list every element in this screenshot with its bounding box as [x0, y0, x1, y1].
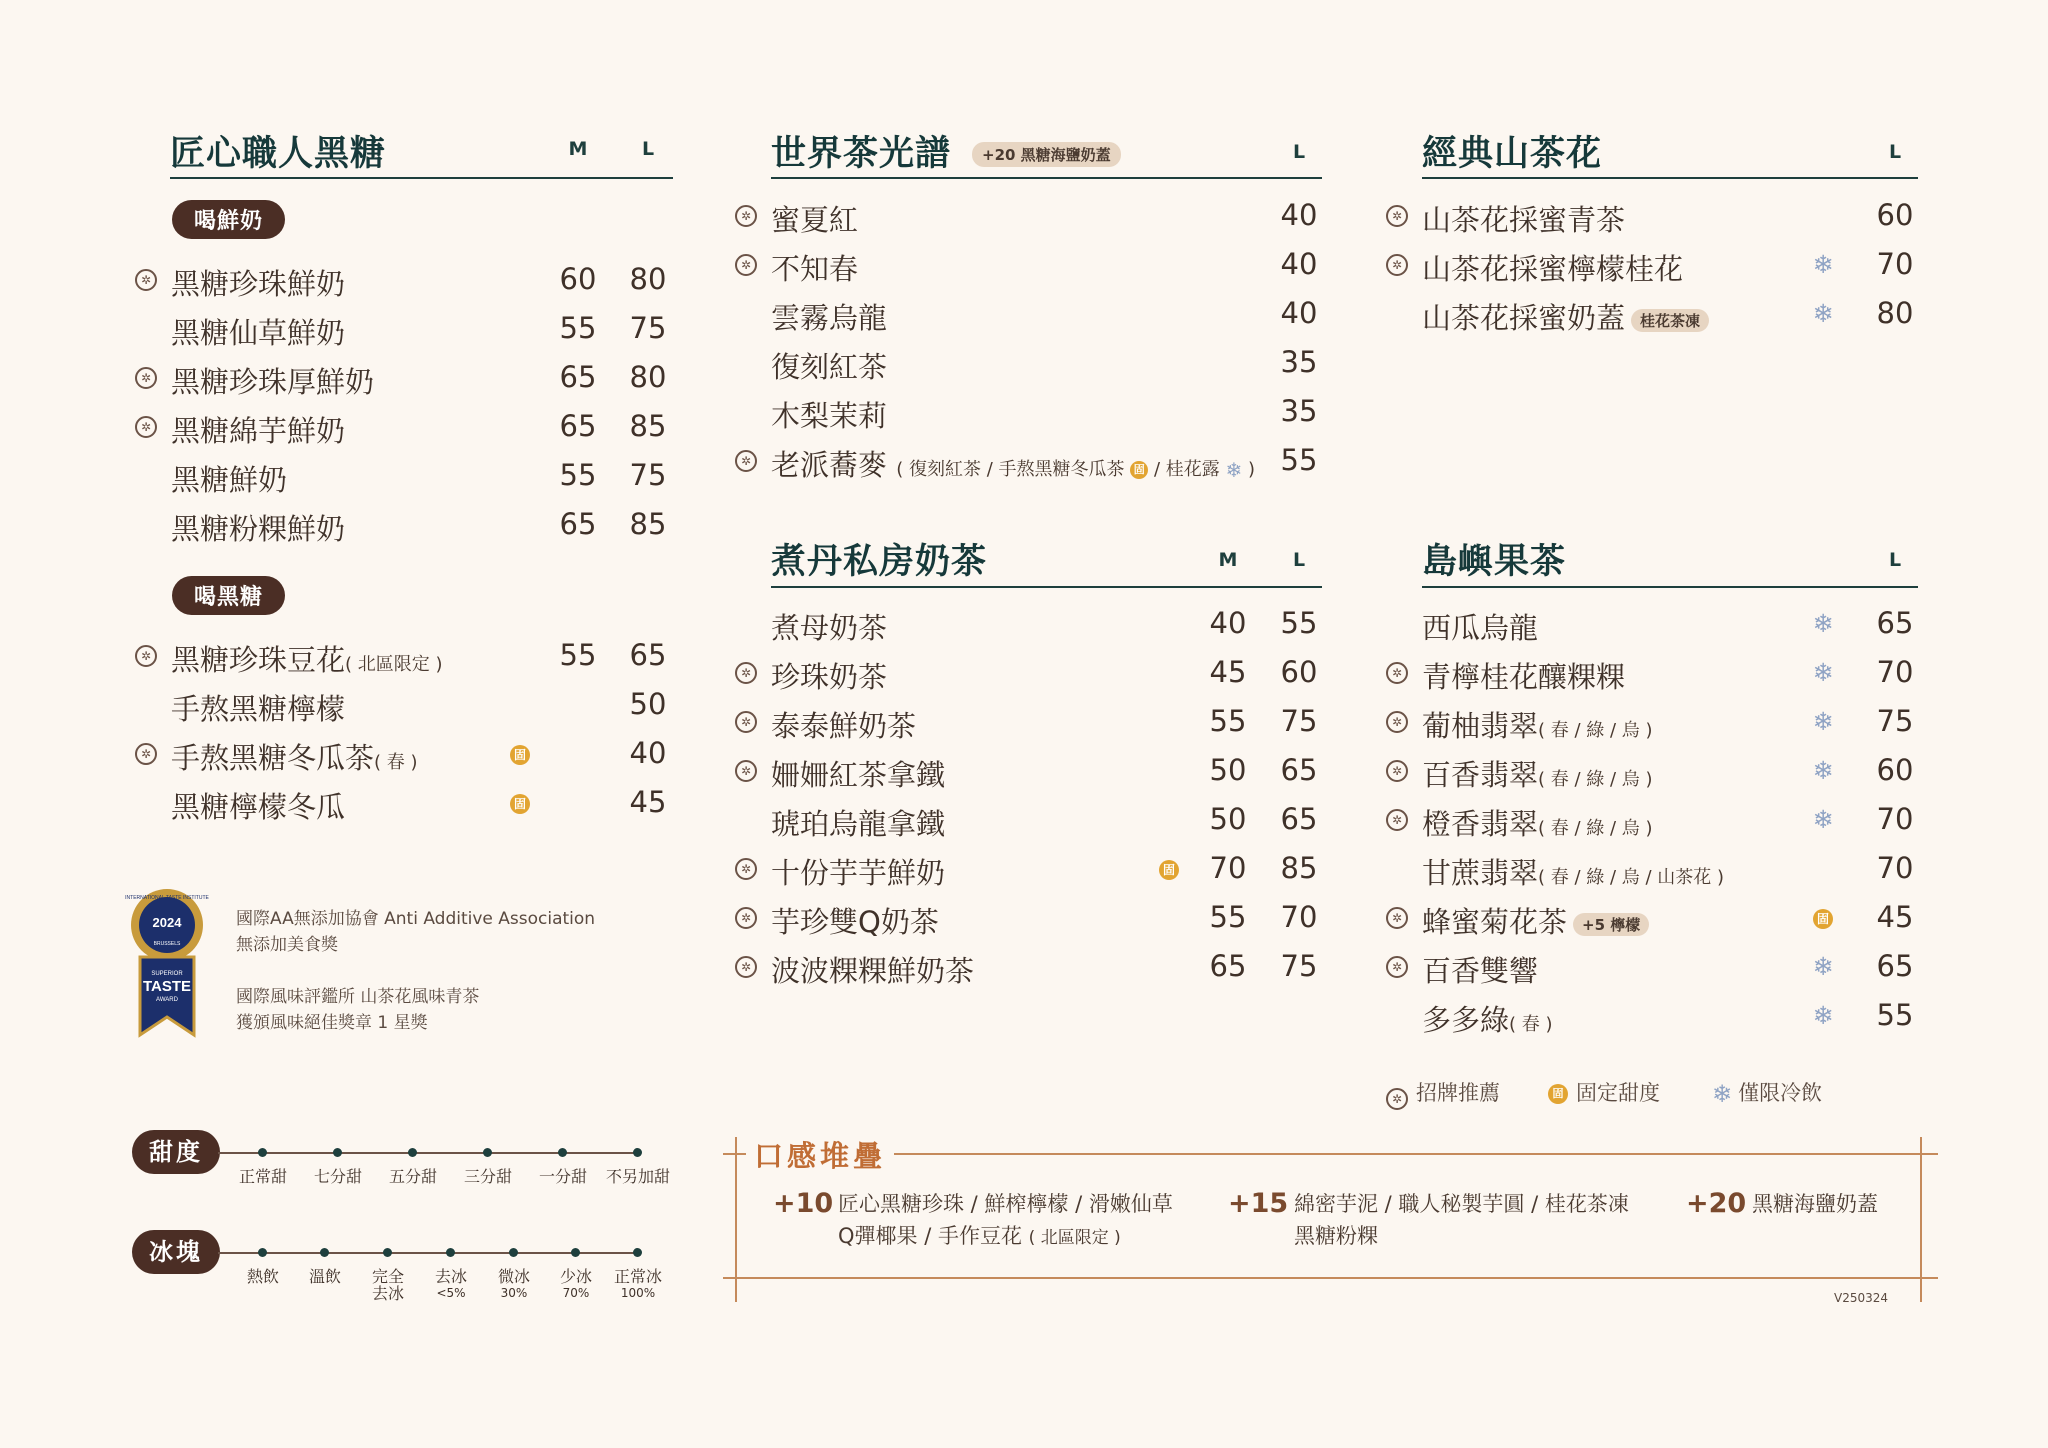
menu-item[interactable]	[1386, 296, 1921, 340]
signature-icon: ✲	[1386, 205, 1408, 227]
price-m: 55	[559, 458, 597, 492]
price-l: 45	[629, 785, 667, 819]
section-title-milk-tea: 煮丹私房奶茶	[771, 542, 988, 582]
price-m: 45	[1209, 655, 1247, 689]
item-note: ( 春 / 綠 / 烏 )	[1538, 769, 1653, 790]
signature-icon: ✲	[1386, 956, 1408, 978]
cold-only-icon: ❄	[1712, 1080, 1733, 1108]
item-name: 黑糖檸檬冬瓜	[171, 790, 346, 824]
item-name: 黑糖仙草鮮奶	[171, 316, 346, 350]
menu-item[interactable]	[1386, 606, 1921, 650]
sweetness-dot[interactable]	[333, 1148, 342, 1157]
price-l: 75	[1876, 704, 1914, 738]
price-l: 80	[1876, 296, 1914, 330]
menu-item[interactable]	[735, 851, 1325, 895]
cold-only-icon: ❄	[1812, 805, 1834, 834]
signature-icon: ✲	[735, 254, 757, 276]
ice-dot[interactable]	[383, 1248, 392, 1257]
sweetness-level: 一分甜	[538, 1167, 587, 1186]
legend-fixed: 固 固定甜度	[1548, 1077, 1660, 1107]
price-l: 80	[629, 360, 667, 394]
price-l: 40	[629, 736, 667, 770]
col-label-m: M	[568, 138, 588, 160]
price-l: 65	[1280, 802, 1318, 836]
item-name: 山茶花採蜜青茶	[1422, 203, 1626, 237]
price-l: 60	[1280, 655, 1318, 689]
price-l: 75	[1280, 949, 1318, 983]
section-rule	[1422, 586, 1918, 588]
cold-only-icon: ❄	[1812, 658, 1834, 687]
signature-icon: ✲	[735, 907, 757, 929]
menu-item[interactable]	[735, 753, 1325, 797]
item-name: 十份芋芋鮮奶	[771, 856, 946, 890]
price-l: 35	[1280, 394, 1318, 428]
col-label-l: L	[641, 138, 655, 160]
signature-icon: ✲	[1386, 711, 1408, 733]
signature-icon: ✲	[135, 367, 157, 389]
menu-item[interactable]	[135, 311, 675, 355]
signature-icon: ✲	[1386, 907, 1408, 929]
price-l: 70	[1876, 247, 1914, 281]
item-name: 泰泰鮮奶茶	[771, 709, 917, 743]
menu-item[interactable]	[735, 655, 1325, 699]
item-note: ( 春 )	[374, 752, 418, 773]
price-m: 55	[1209, 900, 1247, 934]
sweetness-level: 五分甜	[388, 1167, 437, 1186]
topping-items-10: 匠心黑糖珍珠 / 鮮榨檸檬 / 滑嫩仙草 Q彈椰果 / 手作豆花 ( 北區限定 )	[838, 1192, 1173, 1248]
ice-dot[interactable]	[633, 1248, 642, 1257]
item-name: 黑糖珍珠鮮奶	[171, 267, 346, 301]
price-l: 70	[1876, 802, 1914, 836]
menu-item[interactable]	[1386, 655, 1921, 699]
item-name: 黑糖粉粿鮮奶	[171, 512, 346, 546]
signature-icon: ✲	[135, 645, 157, 667]
signature-icon: ✲	[735, 711, 757, 733]
price-m: 65	[1209, 949, 1247, 983]
menu-item[interactable]	[735, 704, 1325, 748]
award-text-3: 國際風味評鑑所 山茶花風味青茶	[236, 987, 480, 1007]
item-name: 波波粿粿鮮奶茶	[771, 954, 975, 988]
topping-price-15: +15	[1228, 1188, 1289, 1219]
menu-item[interactable]	[1386, 247, 1921, 291]
sweetness-dot[interactable]	[408, 1148, 417, 1157]
svg-text:2024: 2024	[152, 915, 182, 930]
signature-icon: ✲	[1386, 1088, 1408, 1110]
price-l: 65	[1876, 949, 1914, 983]
col-label-l: L	[1292, 549, 1306, 571]
sweetness-scale-line	[218, 1152, 638, 1154]
sweetness-dot[interactable]	[483, 1148, 492, 1157]
signature-icon: ✲	[135, 743, 157, 765]
item-name: 蜂蜜菊花茶 +5 檸檬	[1422, 900, 1649, 941]
topping-items-15: 綿密芋泥 / 職人秘製芋圓 / 桂花茶凍 黑糖粉粿	[1294, 1192, 1629, 1248]
award-text-1: 國際AA無添加協會 Anti Additive Association	[236, 909, 596, 929]
price-l: 40	[1280, 198, 1318, 232]
price-l: 70	[1280, 900, 1318, 934]
price-l: 70	[1876, 851, 1914, 885]
item-name: 復刻紅茶	[771, 350, 888, 384]
award-text-4: 獲頒風味絕佳獎章 1 星獎	[236, 1013, 428, 1033]
ice-level: 完全 去冰	[371, 1267, 404, 1303]
svg-text:INTERNATIONAL TASTE INSTITUTE: INTERNATIONAL TASTE INSTITUTE	[125, 895, 209, 901]
addon-tag: 桂花茶凍	[1631, 309, 1709, 332]
col-label-l: L	[1888, 549, 1902, 571]
menu-item[interactable]	[1386, 704, 1921, 748]
ice-label: 冰塊	[132, 1230, 220, 1274]
cold-only-icon: ❄	[1812, 952, 1834, 981]
price-l: 40	[1280, 296, 1318, 330]
svg-text:AWARD: AWARD	[156, 997, 178, 1003]
item-name: 琥珀烏龍拿鐵	[771, 807, 946, 841]
price-m: 40	[1209, 606, 1247, 640]
menu-item[interactable]	[1386, 802, 1921, 846]
toppings-title: 口感堆疊	[746, 1134, 894, 1175]
price-l: 85	[629, 409, 667, 443]
signature-icon: ✲	[735, 450, 757, 472]
price-l: 55	[1280, 443, 1318, 477]
price-l: 40	[1280, 247, 1318, 281]
item-name: 百香雙響	[1422, 954, 1539, 988]
menu-item[interactable]	[735, 443, 1325, 487]
menu-item[interactable]	[735, 949, 1325, 993]
signature-icon: ✲	[1386, 254, 1408, 276]
sweetness-level: 七分甜	[313, 1167, 362, 1186]
price-l: 85	[629, 507, 667, 541]
price-l: 80	[629, 262, 667, 296]
item-name: 黑糖鮮奶	[171, 463, 288, 497]
signature-icon: ✲	[735, 205, 757, 227]
ice-dot[interactable]	[509, 1248, 518, 1257]
price-l: 85	[1280, 851, 1318, 885]
menu-item[interactable]	[735, 394, 1325, 438]
item-note: ( 春 / 綠 / 烏 / 山茶花 )	[1538, 867, 1725, 888]
item-name: 不知春	[771, 252, 859, 286]
topping-price-10: +10	[773, 1188, 834, 1219]
signature-icon: ✲	[735, 760, 757, 782]
section-rule	[170, 177, 673, 179]
topping-items-20: 黑糖海鹽奶蓋	[1752, 1192, 1878, 1216]
section-rule	[1422, 177, 1918, 179]
ice-dot[interactable]	[571, 1248, 580, 1257]
menu-item[interactable]	[735, 296, 1325, 340]
item-name: 山茶花採蜜奶蓋 桂花茶凍	[1422, 296, 1709, 337]
menu-item[interactable]	[735, 198, 1325, 242]
item-note: ( 春 / 綠 / 烏 )	[1538, 720, 1653, 741]
sweetness-level: 不另加甜	[605, 1167, 670, 1186]
item-name: 山茶花採蜜檸檬桂花	[1422, 252, 1684, 286]
menu-item[interactable]	[135, 638, 675, 682]
svg-text:BRUSSELS: BRUSSELS	[153, 941, 181, 947]
price-m: 70	[1209, 851, 1247, 885]
ice-dot[interactable]	[258, 1248, 267, 1257]
group-pill-brown-sugar: 喝黑糖	[172, 576, 285, 615]
item-name: 黑糖綿芋鮮奶	[171, 414, 346, 448]
menu-item[interactable]	[135, 458, 675, 502]
menu-item[interactable]	[135, 785, 675, 829]
menu-item[interactable]	[135, 409, 675, 453]
signature-icon: ✲	[1386, 760, 1408, 782]
item-name: 雲霧烏龍	[771, 301, 888, 335]
legend-signature: ✲ 招牌推薦	[1386, 1077, 1500, 1107]
col-label-l: L	[1888, 141, 1902, 163]
ice-level: 正常冰 100%	[613, 1267, 662, 1300]
svg-text:SUPERIOR: SUPERIOR	[151, 971, 183, 977]
sweetness-dot[interactable]	[633, 1148, 642, 1157]
col-label-m: M	[1218, 549, 1238, 571]
section-title-brown-sugar: 匠心職人黑糖	[170, 134, 387, 174]
item-name: 橙香翡翠( 春 / 綠 / 烏 )	[1422, 807, 1653, 841]
cold-only-icon: ❄	[1812, 1001, 1834, 1030]
signature-icon: ✲	[135, 416, 157, 438]
menu-item[interactable]	[1386, 753, 1921, 797]
price-l: 60	[1876, 753, 1914, 787]
item-note: ( 春 )	[1509, 1014, 1553, 1035]
fixed-sweetness-icon: 固	[510, 745, 530, 765]
price-l: 55	[1876, 998, 1914, 1032]
price-m: 55	[1209, 704, 1247, 738]
menu-item[interactable]	[1386, 949, 1921, 993]
toppings-border-bottom	[723, 1277, 1938, 1279]
menu-item[interactable]	[135, 360, 675, 404]
col-label-l: L	[1292, 141, 1306, 163]
menu-item[interactable]	[735, 247, 1325, 291]
item-name: 多多綠( 春 )	[1422, 1003, 1553, 1037]
fixed-sweetness-icon: 固	[1159, 860, 1179, 880]
sweetness-dot[interactable]	[258, 1148, 267, 1157]
sweetness-label: 甜度	[132, 1130, 220, 1174]
menu-item[interactable]	[735, 606, 1325, 650]
price-m: 55	[559, 311, 597, 345]
price-l: 75	[1280, 704, 1318, 738]
price-m: 65	[559, 360, 597, 394]
item-name: 煮母奶茶	[771, 611, 888, 645]
ice-level: 去冰 <5%	[434, 1267, 467, 1300]
signature-icon: ✲	[1386, 662, 1408, 684]
section-rule	[771, 586, 1322, 588]
item-name: 珍珠奶茶	[771, 660, 888, 694]
cold-only-icon: ❄	[1225, 458, 1243, 482]
menu-item[interactable]	[735, 900, 1325, 944]
cold-only-icon: ❄	[1812, 250, 1834, 279]
award-text-2: 無添加美食獎	[236, 935, 338, 955]
price-m: 65	[559, 507, 597, 541]
ice-level: 熱飲	[246, 1267, 279, 1286]
signature-icon: ✲	[735, 858, 757, 880]
item-name: 西瓜烏龍	[1422, 611, 1539, 645]
item-name: 老派蕎麥 ( 復刻紅茶 / 手熬黑糖冬瓜茶 固 / 桂花露 ❄ )	[771, 448, 1256, 482]
fixed-sweetness-icon: 固	[510, 794, 530, 814]
item-name: 甘蔗翡翠( 春 / 綠 / 烏 / 山茶花 )	[1422, 856, 1725, 890]
fixed-sweetness-icon: 固	[1548, 1084, 1568, 1104]
menu-item[interactable]	[135, 736, 675, 780]
price-l: 75	[629, 311, 667, 345]
topping-price-20: +20	[1686, 1188, 1747, 1219]
price-l: 50	[629, 687, 667, 721]
sweetness-dot[interactable]	[558, 1148, 567, 1157]
menu-item[interactable]	[135, 687, 675, 731]
group-pill-fresh-milk: 喝鮮奶	[172, 200, 285, 239]
award-badge-icon	[125, 885, 209, 1045]
signature-icon: ✲	[135, 269, 157, 291]
item-name: 蜜夏紅	[771, 203, 859, 237]
price-m: 60	[559, 262, 597, 296]
signature-icon: ✲	[735, 956, 757, 978]
menu-item[interactable]	[135, 262, 675, 306]
ice-level: 少冰 70%	[559, 1267, 592, 1300]
price-l: 35	[1280, 345, 1318, 379]
item-name: 黑糖珍珠厚鮮奶	[171, 365, 375, 399]
item-name: 葡柚翡翠( 春 / 綠 / 烏 )	[1422, 709, 1653, 743]
addon-tag: +5 檸檬	[1573, 913, 1649, 936]
section-title-camellia: 經典山茶花	[1422, 134, 1603, 174]
toppings-border-right	[1920, 1137, 1922, 1302]
price-m: 65	[559, 409, 597, 443]
section-title-world-tea: 世界茶光譜	[771, 134, 952, 174]
item-name: 百香翡翠( 春 / 綠 / 烏 )	[1422, 758, 1653, 792]
price-m: 55	[559, 638, 597, 672]
menu-item[interactable]	[735, 345, 1325, 389]
price-l: 75	[629, 458, 667, 492]
signature-icon: ✲	[1386, 809, 1408, 831]
svg-text:TASTE: TASTE	[142, 978, 192, 995]
item-name: 黑糖珍珠豆花( 北區限定 )	[171, 643, 443, 677]
item-note: ( 復刻紅茶 / 手熬黑糖冬瓜茶 固 / 桂花露 ❄ )	[896, 458, 1256, 482]
section-title-fruit-tea: 島嶼果茶	[1422, 542, 1567, 582]
price-m: 50	[1209, 802, 1247, 836]
item-name: 芋珍雙Q奶茶	[771, 905, 939, 939]
legend-ice: ❄ 僅限冷飲	[1712, 1080, 1823, 1108]
menu-item[interactable]	[735, 802, 1325, 846]
item-name: 手熬黑糖冬瓜茶( 春 )	[171, 741, 418, 775]
menu-item[interactable]	[135, 507, 675, 551]
fixed-sweetness-icon: 固	[1130, 461, 1148, 479]
price-l: 55	[1280, 606, 1318, 640]
item-note: ( 北區限定 )	[345, 654, 443, 675]
price-l: 45	[1876, 900, 1914, 934]
item-name: 青檸桂花釀粿粿	[1422, 660, 1626, 694]
price-l: 60	[1876, 198, 1914, 232]
signature-icon: ✲	[735, 662, 757, 684]
ice-level: 微冰 30%	[497, 1267, 530, 1300]
version-code: V250324	[1834, 1291, 1889, 1305]
price-l: 65	[1876, 606, 1914, 640]
price-m: 50	[1209, 753, 1247, 787]
item-note: ( 春 / 綠 / 烏 )	[1538, 818, 1653, 839]
price-l: 70	[1876, 655, 1914, 689]
cold-only-icon: ❄	[1812, 707, 1834, 736]
menu-item[interactable]	[1386, 998, 1921, 1042]
cold-only-icon: ❄	[1812, 609, 1834, 638]
cold-only-icon: ❄	[1812, 756, 1834, 785]
cold-only-icon: ❄	[1812, 299, 1834, 328]
sweetness-level: 三分甜	[463, 1167, 512, 1186]
ice-level: 溫飲	[308, 1267, 341, 1286]
toppings-border-left	[735, 1137, 737, 1302]
fixed-sweetness-icon: 固	[1813, 909, 1833, 929]
sweetness-level: 正常甜	[238, 1167, 287, 1186]
item-name: 姍姍紅茶拿鐵	[771, 758, 946, 792]
price-l: 65	[629, 638, 667, 672]
menu-item[interactable]	[1386, 851, 1921, 895]
item-name: 木梨茉莉	[771, 399, 888, 433]
item-name: 手熬黑糖檸檬	[171, 692, 346, 726]
menu-item[interactable]	[1386, 198, 1921, 242]
menu-item[interactable]	[1386, 900, 1921, 944]
ice-dot[interactable]	[320, 1248, 329, 1257]
ice-dot[interactable]	[446, 1248, 455, 1257]
price-l: 65	[1280, 753, 1318, 787]
section-rule	[771, 177, 1322, 179]
addon-tag: +20 黑糖海鹽奶蓋	[972, 142, 1121, 167]
toppings-border-top	[723, 1153, 1938, 1155]
